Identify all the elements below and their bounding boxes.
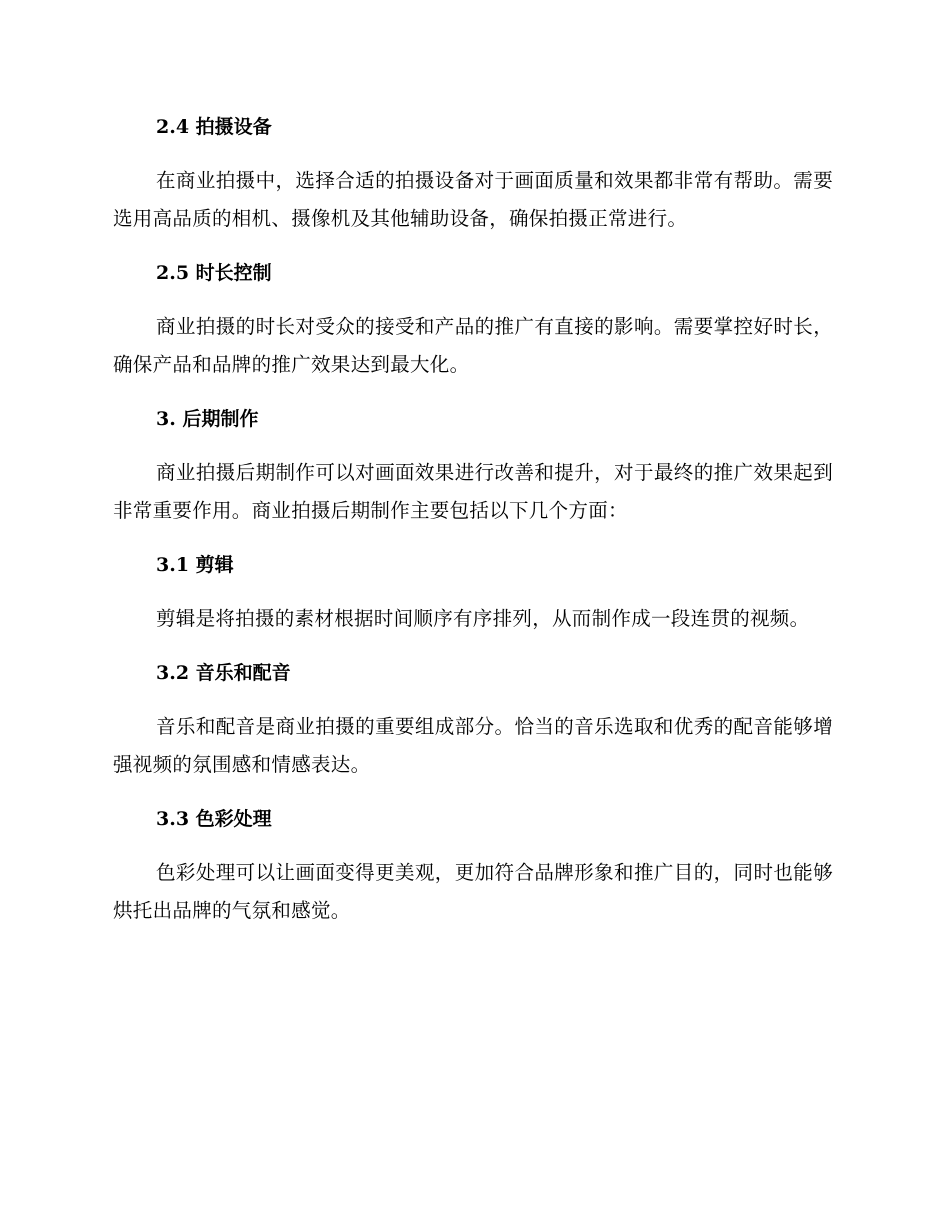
section-paragraph-3: 商业拍摄后期制作可以对画面效果进行改善和提升，对于最终的推广效果起到非常重要作用。商业拍摄后期制作主要包括以下几个方面： [113, 461, 833, 522]
section-heading-3: 3. 后期制作 [156, 408, 259, 430]
section-paragraph-3-3: 色彩处理可以让画面变得更美观，更加符合品牌形象和推广目的，同时也能够烘托出品牌的气氛和感觉。 [113, 861, 833, 922]
section-heading-2-4: 2.4 拍摄设备 [156, 116, 272, 138]
section-heading-3-1: 3.1 剪辑 [156, 554, 234, 576]
section-heading-3-2: 3.2 音乐和配音 [156, 662, 291, 684]
section-paragraph-2-5: 商业拍摄的时长对受众的接受和产品的推广有直接的影响。需要掌控好时长，确保产品和品牌的推广效果达到最大化。 [113, 315, 833, 376]
document-body [113, 108, 833, 930]
section-heading-3-3: 3.3 色彩处理 [156, 808, 272, 830]
section-heading-2-5: 2.5 时长控制 [156, 262, 272, 284]
section-paragraph-3-1: 剪辑是将拍摄的素材根据时间顺序有序排列，从而制作成一段连贯的视频。 [156, 607, 810, 630]
section-paragraph-2-4: 在商业拍摄中，选择合适的拍摄设备对于画面质量和效果都非常有帮助。需要选用高品质的相机、摄像机及其他辅助设备，确保拍摄正常进行。 [113, 169, 833, 230]
section-paragraph-3-2: 音乐和配音是商业拍摄的重要组成部分。恰当的音乐选取和优秀的配音能够增强视频的氛围感和情感表达。 [113, 715, 833, 776]
